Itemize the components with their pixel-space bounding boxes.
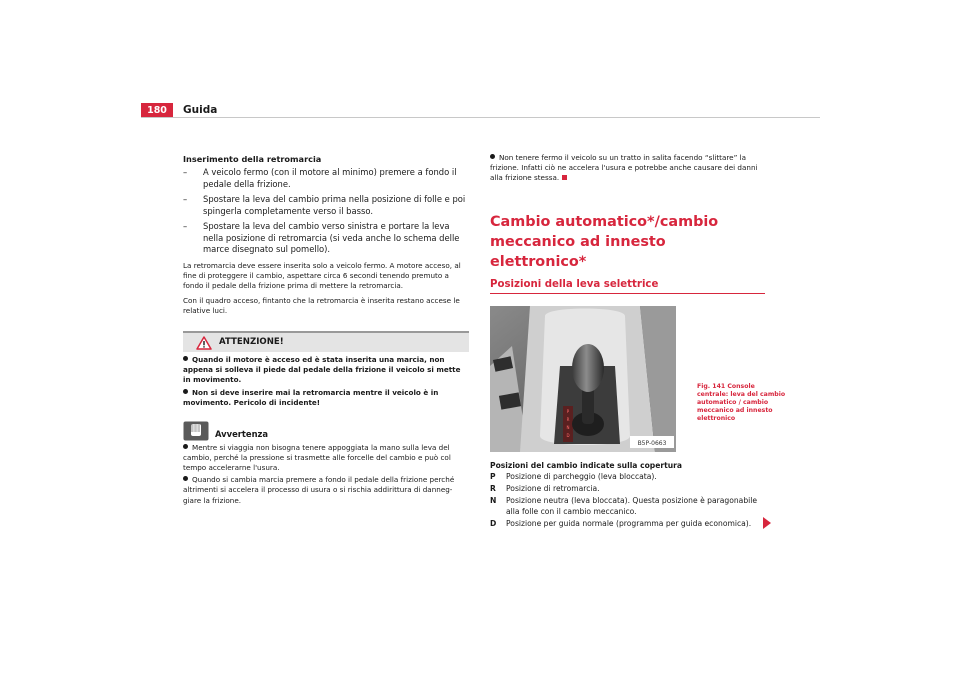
svg-text:N: N (566, 424, 570, 430)
next-page-arrow-icon[interactable] (763, 517, 771, 529)
figure-row (490, 306, 786, 452)
reverse-lights-paragraph: Con il quadro acceso, fintanto che la retromarcia è inserita restano accese le relative luci. (183, 296, 460, 316)
position-item: N Posizione neutra (leva bloccata). Questa posizione è paragonabile alla folle con il cambio meccanico. (490, 496, 758, 517)
clutch-intro-paragraph: Non tenere fermo il veicolo su un tratto in salita facendo “slittare” la frizione. Infatti ciò ne accelera l'usura e potrebbe anche causare dei danni alla frizione stessa. (490, 153, 758, 183)
gear-lever-illustration (490, 306, 676, 452)
page-number: 180 (141, 103, 173, 118)
gear-lever-photo (490, 306, 676, 452)
note-item: Quando si cambia marcia premere a fondo il pedale della frizione perché altrimenti si accelera il processo di usura o si rischia addirittura di danneg-giare la frizione. (183, 475, 455, 505)
warning-box (183, 331, 469, 409)
note-box (183, 421, 469, 506)
position-item: R Posizione di retromarcia. (490, 483, 600, 493)
chapter-title: Guida (183, 104, 218, 116)
warning-title: ATTENZIONE! (219, 336, 284, 347)
figure-code: B5P-0663 (637, 439, 667, 447)
header-rule (141, 117, 820, 118)
warning-item: Quando il motore è acceso ed è stata inserita una marcia, non appena si solleva il piede dal pedale della frizione il veicolo si mette in movimento. (183, 354, 461, 385)
warning-text (183, 352, 469, 409)
position-item: D Posizione per guida normale (programma per guida economica). (490, 519, 752, 529)
figure-caption: Fig. 141 Console centrale: leva del cambio automatico / cambio meccanico ad innesto elettronico (697, 382, 786, 423)
svg-text:D: D (566, 432, 570, 438)
positions-heading: Posizioni del cambio indicate sulla copertura (490, 460, 683, 470)
note-hand-icon (183, 421, 209, 441)
warning-triangle-icon (196, 336, 212, 350)
note-text (183, 441, 469, 506)
svg-text:P: P (566, 408, 570, 414)
reverse-gear-heading: Inserimento della retromarcia (183, 154, 322, 164)
step-item: – A veicolo fermo (con il motore al minimo) premere a fondo il pedale della frizione. (183, 167, 457, 189)
subsection-title: Posizioni della leva selettrice (490, 278, 765, 294)
warning-item: Non si deve inserire mai la retromarcia mentre il veicolo è in movimento. Pericolo di incidente! (183, 387, 439, 408)
note-title: Avvertenza (215, 428, 269, 439)
warning-header (183, 333, 469, 352)
svg-text:R: R (566, 416, 570, 422)
left-column (183, 153, 469, 508)
step-item: – Spostare la leva del cambio verso sinistra e portare la leva nella posizione di retromarcia (si veda anche lo schema delle marce disegnato sul pomello). (183, 221, 460, 254)
right-column (490, 153, 786, 531)
note-header (183, 421, 469, 441)
note-item: Mentre si viaggia non bisogna tenere appoggiata la mano sulla leva del cambio, perché la pressione si trasmette alle forcelle del cambio e può col tempo accelerarne l'usura. (183, 442, 451, 472)
section-title: Cambio automatico*/cambio meccanico ad innesto elettronico* (490, 213, 719, 270)
reverse-info-paragraph: La retromarcia deve essere inserita solo a veicolo fermo. A motore acceso, al fine di proteggere il cambio, aspettare circa 6 secondi tenendo premuto a fondo il pedale della frizione prima di mettere la retromarcia. (183, 260, 461, 290)
step-item: – Spostare la leva del cambio prima nella posizione di folle e poi spingerla completamente verso il basso. (183, 194, 466, 216)
end-of-section-marker-icon (562, 175, 567, 180)
position-item: P Posizione di parcheggio (leva bloccata). (490, 471, 657, 481)
